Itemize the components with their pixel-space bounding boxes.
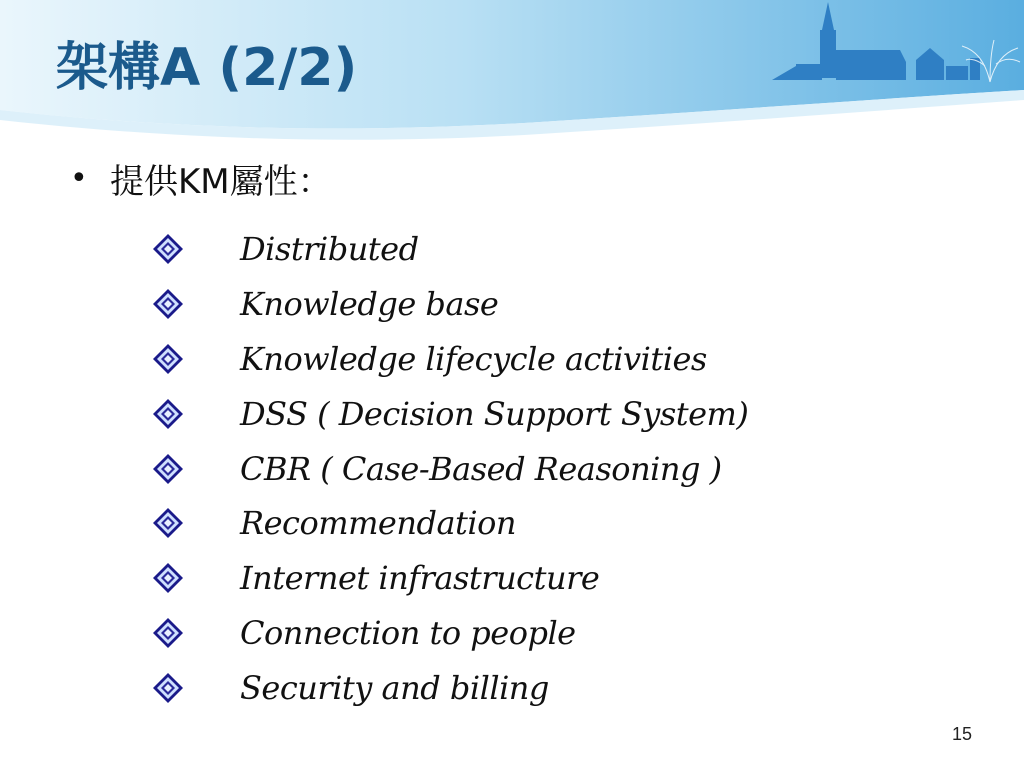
diamond-bullet-icon xyxy=(152,343,184,375)
list-item xyxy=(150,222,748,277)
slide-title: 架構A (2/2) xyxy=(56,38,358,98)
diamond-bullet-icon xyxy=(152,672,184,704)
attribute-list xyxy=(150,222,748,715)
list-item-text: Connection to people xyxy=(240,613,576,652)
list-item-text: DSS ( Decision Support System) xyxy=(240,394,749,433)
diamond-bullet-icon xyxy=(152,233,184,265)
list-item-text: Distributed xyxy=(240,230,419,269)
list-item xyxy=(150,277,748,332)
bullet-item xyxy=(70,150,332,206)
list-item xyxy=(150,386,748,441)
list-item-text: Knowledge lifecycle activities xyxy=(240,339,707,378)
list-item xyxy=(150,660,748,715)
diamond-bullet-icon xyxy=(152,617,184,649)
list-item xyxy=(150,332,748,387)
diamond-bullet-icon xyxy=(152,398,184,430)
page-number: 15 xyxy=(951,724,972,744)
diamond-bullet-icon xyxy=(152,453,184,485)
list-item xyxy=(150,606,748,661)
list-item xyxy=(150,496,748,551)
list-item-text: Security and billing xyxy=(240,668,549,707)
diamond-bullet-icon xyxy=(152,507,184,539)
list-item-text: Internet infrastructure xyxy=(240,559,600,598)
diamond-bullet-icon xyxy=(152,288,184,320)
bullet-text: 提供KM屬性： xyxy=(110,161,332,202)
list-item-text: CBR ( Case-Based Reasoning ) xyxy=(240,449,722,488)
list-item-text: Recommendation xyxy=(240,504,516,543)
list-item xyxy=(150,441,748,496)
bullet-dot-icon: • xyxy=(70,160,88,196)
list-item xyxy=(150,551,748,606)
diamond-bullet-icon xyxy=(152,562,184,594)
list-item-text: Knowledge base xyxy=(240,285,499,324)
